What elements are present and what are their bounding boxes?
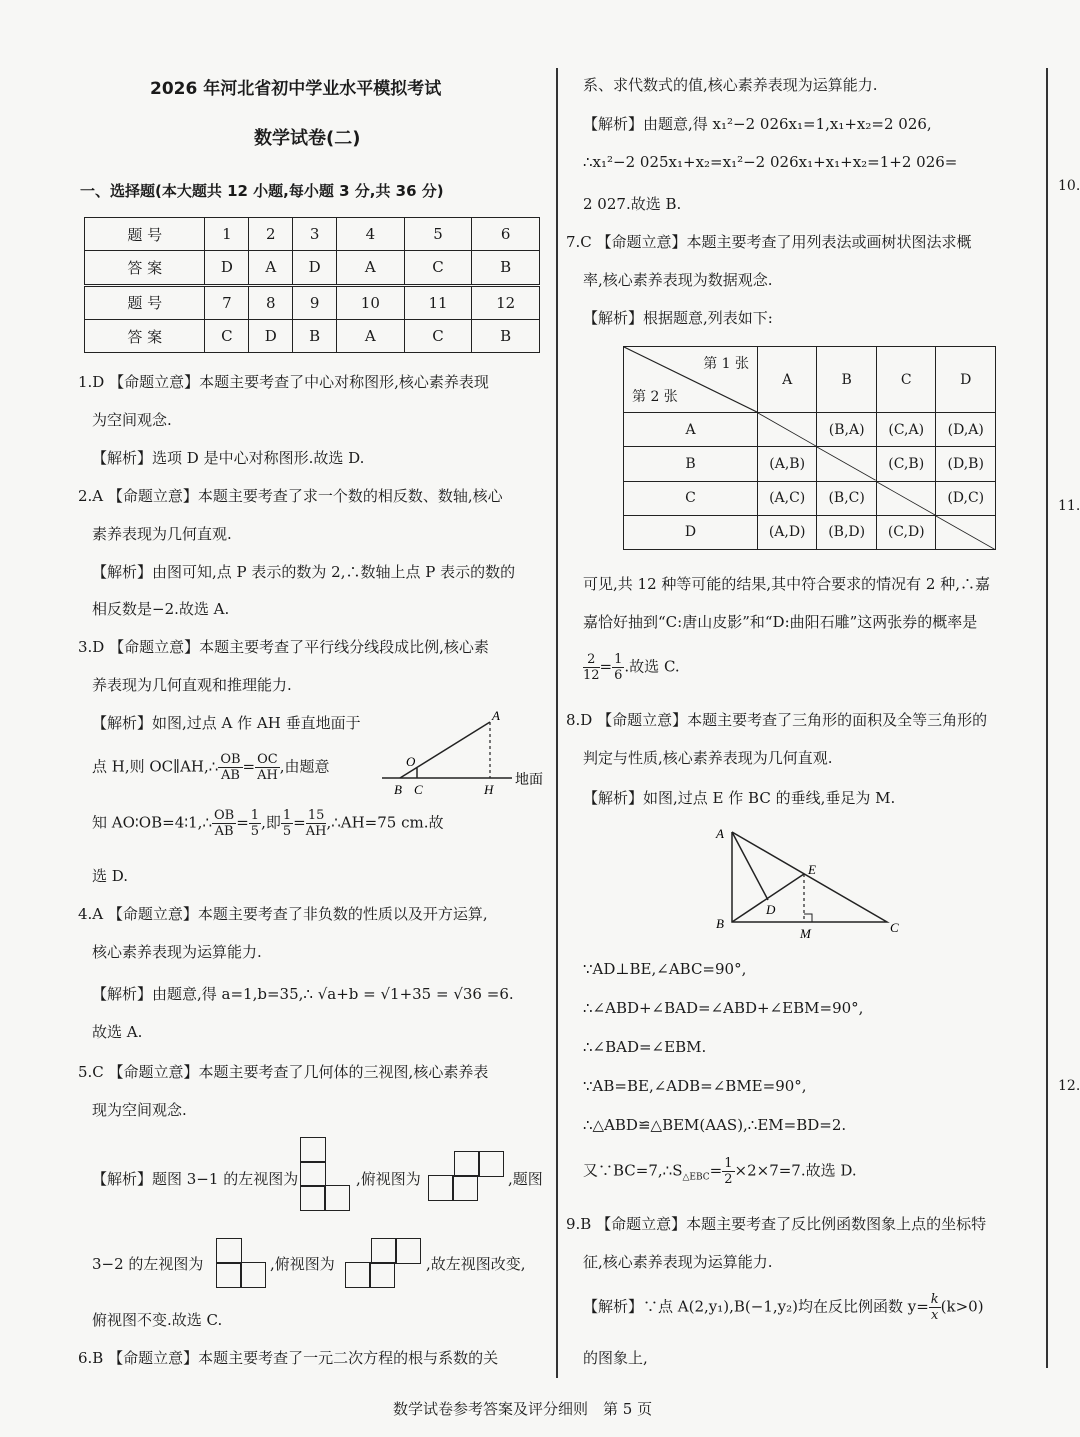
- table-cell: C: [404, 251, 472, 286]
- table-cell: 2: [249, 218, 293, 251]
- diagonal-cell: [817, 447, 877, 481]
- row-label: 题 号: [85, 218, 205, 251]
- denominator: AH: [305, 824, 327, 839]
- q9-text: 9.B 【命题立意】本题主要考查了反比例函数图象上点的坐标特: [566, 1215, 987, 1233]
- q6-text: 6.B 【命题立意】本题主要考查了一元二次方程的根与系数的关: [78, 1349, 499, 1367]
- denominator: AB: [220, 768, 240, 783]
- fraction: [255, 752, 280, 783]
- table-cell: C: [205, 320, 249, 353]
- q7-analysis: 嘉恰好抽到“C:唐山皮影”和“D:曲阳石雕”这两张券的概率是: [583, 613, 978, 631]
- q5-text: 5.C 【命题立意】本题主要考查了几何体的三视图,核心素养表: [78, 1063, 489, 1081]
- table-cell: 3: [293, 218, 337, 251]
- text: 【解析】∵点 A(2,y₁),B(−1,y₂)均在反比例函数 y=: [583, 1297, 929, 1316]
- label-B: B: [716, 916, 724, 931]
- q3-analysis-line: 知 AO∶OB=4∶1,∴ $\frac{OB}{AB}$ = $\frac{1}{5}$ ,即 $\frac{1}{5}$ = $\frac{15}{AH}$ ,∴AH=75 cm.故: [92, 808, 444, 839]
- section-heading: 一、选择题(本大题共 12 小题,每小题 3 分,共 36 分): [80, 182, 444, 200]
- q8-analysis: ∵AD⊥BE,∠ABC=90°,: [583, 960, 747, 978]
- table-cell: 8: [249, 285, 293, 320]
- column-header: B: [817, 347, 877, 413]
- probability-table: [623, 346, 996, 550]
- table-cell: (B,A): [817, 413, 877, 447]
- label-M: M: [800, 926, 811, 941]
- table-cell: A: [337, 320, 405, 353]
- label-C: C: [414, 782, 423, 797]
- table-cell: (A,B): [758, 447, 817, 481]
- q5-text: 现为空间观念.: [92, 1101, 187, 1119]
- header-corner: [624, 347, 758, 413]
- row-header: D: [624, 515, 758, 549]
- q1-analysis: 【解析】选项 D 是中心对称图形.故选 D.: [92, 449, 365, 467]
- fraction: [249, 808, 261, 839]
- label-O: O: [406, 754, 416, 769]
- label-A: A: [492, 708, 500, 723]
- q5-analysis: ,俯视图为: [270, 1255, 335, 1273]
- row-header: C: [624, 481, 758, 515]
- q2-analysis: 【解析】由图可知,点 P 表示的数为 2,∴数轴上点 P 表示的数的: [92, 563, 516, 581]
- table-cell: (B,D): [817, 515, 877, 549]
- table-row: [624, 515, 996, 549]
- table-cell: (C,D): [876, 515, 936, 549]
- numerator: 2: [583, 652, 600, 668]
- q8-analysis: ∵AB=BE,∠ADB=∠BME=90°,: [583, 1077, 807, 1095]
- q1-text: 为空间观念.: [92, 411, 172, 429]
- q6-text: 系、求代数式的值,核心素养表现为运算能力.: [583, 76, 878, 94]
- q1-text: 1.D 【命题立意】本题主要考查了中心对称图形,核心素养表现: [78, 373, 489, 391]
- left-view-3-1-icon: [300, 1137, 354, 1215]
- table-cell: 7: [205, 285, 249, 320]
- q9-analysis-line: [583, 1292, 984, 1323]
- page-title: 2026 年河北省初中学业水平模拟考试: [150, 79, 442, 99]
- diagonal-cell: [936, 515, 996, 549]
- column-header: C: [876, 347, 936, 413]
- diagonal-cell: [876, 481, 936, 515]
- answer-table: [84, 217, 540, 353]
- table-cell: (C,A): [876, 413, 936, 447]
- table-row: [624, 481, 996, 515]
- q2-analysis: 相反数是−2.故选 A.: [92, 600, 230, 618]
- q9-text: 征,核心素养表现为运算能力.: [583, 1253, 773, 1271]
- table-cell: (D,A): [936, 413, 996, 447]
- text: (k>0): [940, 1297, 984, 1316]
- q5-analysis: 3−2 的左视图为: [92, 1255, 204, 1273]
- q8-analysis: ∴∠BAD=∠EBM.: [583, 1038, 707, 1056]
- right-margin-divider: [1046, 68, 1048, 1368]
- text: 点 H,则 OC∥AH,∴: [92, 757, 219, 776]
- q9-analysis: 的图象上,: [583, 1349, 648, 1367]
- q3-analysis: 选 D.: [92, 867, 129, 885]
- q7-analysis-line: $\frac{2}{12}$ = $\frac{1}{6}$ .故选 C.: [583, 652, 680, 683]
- fraction: [306, 808, 327, 839]
- numerator: 1: [724, 1156, 733, 1171]
- q8-text: 8.D 【命题立意】本题主要考查了三角形的面积及全等三角形的: [566, 711, 988, 729]
- row-label: 答 案: [85, 320, 205, 353]
- q4-analysis: 故选 A.: [92, 1023, 143, 1041]
- q6-analysis: ∴x₁²−2 025x₁+x₂=x₁²−2 026x₁+x₁+x₂=1+2 026=: [583, 153, 958, 171]
- q3-figure: [372, 708, 552, 802]
- numerator: 1: [614, 652, 623, 667]
- row-header: A: [624, 413, 758, 447]
- q6-analysis: 【解析】由题意,得 x₁²−2 026x₁=1,x₁+x₂=2 026,: [583, 115, 932, 133]
- q2-text: 素养表现为几何直观.: [92, 525, 232, 543]
- table-row: [85, 251, 540, 286]
- label-ground: 地面: [515, 773, 543, 788]
- q6-analysis: 2 027.故选 B.: [583, 195, 682, 213]
- q5-analysis: ,题图: [508, 1170, 543, 1188]
- table-cell: 6: [472, 218, 540, 251]
- top-view-3-2-icon: [345, 1238, 425, 1290]
- table-row: [85, 320, 540, 353]
- q7-analysis: 【解析】根据题意,列表如下:: [583, 309, 773, 327]
- numerator: OC: [257, 752, 278, 767]
- q3-analysis-line: 点 H,则 OC∥AH,∴ $\frac{OB}{AB}$ = $\frac{OC}{AH}$ ,由题意: [92, 752, 330, 783]
- fraction: [212, 808, 236, 839]
- table-cell: (A,C): [758, 481, 817, 515]
- table-row: [624, 347, 996, 413]
- page-footer: 数学试卷参考答案及评分细则 第 5 页: [393, 1400, 653, 1418]
- top-view-3-1-icon: [428, 1151, 508, 1203]
- fraction: [929, 1292, 941, 1323]
- table-cell: 10: [337, 285, 405, 320]
- text: 知 AO∶OB=4∶1,∴: [92, 813, 212, 832]
- text: ,即: [261, 813, 281, 832]
- table-row: [85, 218, 540, 251]
- row-header: B: [624, 447, 758, 481]
- denominator: AH: [257, 768, 278, 783]
- margin-number: 12.: [1058, 1078, 1080, 1094]
- page-subtitle: 数学试卷(二): [254, 128, 361, 149]
- margin-number: 10.: [1058, 178, 1080, 194]
- label-E: E: [808, 862, 816, 877]
- q5-analysis: ,俯视图为: [356, 1170, 421, 1188]
- margin-number: 11.: [1058, 498, 1080, 514]
- q4-text: 4.A 【命题立意】本题主要考查了非负数的性质以及开方运算,: [78, 905, 488, 923]
- row-label: 答 案: [85, 251, 205, 286]
- q3-analysis: 【解析】如图,过点 A 作 AH 垂直地面于: [92, 714, 361, 732]
- q8-figure: [712, 822, 912, 944]
- fraction: [281, 808, 293, 839]
- q5-analysis: 俯视图不变.故选 C.: [92, 1311, 223, 1329]
- label-C: C: [890, 920, 899, 935]
- column-header: A: [758, 347, 817, 413]
- q8-analysis: ∴∠ABD+∠BAD=∠ABD+∠EBM=90°,: [583, 999, 864, 1017]
- q7-analysis: 可见,共 12 种等可能的结果,其中符合要求的情况有 2 种,∴嘉: [583, 575, 991, 593]
- table-cell: 1: [205, 218, 249, 251]
- fraction: [583, 652, 600, 683]
- numerator: OB: [214, 808, 235, 823]
- q8-analysis-line: [583, 1156, 857, 1189]
- table-row: [85, 285, 540, 320]
- q5-analysis: 【解析】题图 3−1 的左视图为: [92, 1170, 299, 1188]
- table-cell: B: [293, 320, 337, 353]
- q8-text: 判定与性质,核心素养表现为几何直观.: [583, 749, 833, 767]
- denominator: 5: [282, 824, 292, 839]
- label-D: D: [766, 902, 776, 917]
- q5-analysis: ,故左视图改变,: [426, 1255, 526, 1273]
- column-divider: [556, 68, 558, 1378]
- text: =: [709, 1161, 723, 1180]
- denominator: 2: [724, 1172, 733, 1187]
- numerator: OB: [220, 752, 241, 767]
- left-view-3-2-icon: [216, 1238, 270, 1290]
- text: ×2×7=7.故选 D.: [734, 1161, 857, 1180]
- table-cell: 9: [293, 285, 337, 320]
- table-cell: D: [249, 320, 293, 353]
- row-label: 题 号: [85, 285, 205, 320]
- text: 又∵BC=7,∴S: [583, 1161, 683, 1180]
- denominator: AB: [214, 824, 234, 839]
- table-cell: (B,C): [817, 481, 877, 515]
- q8-analysis: 【解析】如图,过点 E 作 BC 的垂线,垂足为 M.: [583, 789, 896, 807]
- q3-text: 3.D 【命题立意】本题主要考查了平行线分线段成比例,核心素: [78, 638, 489, 656]
- table-cell: (D,C): [936, 481, 996, 515]
- text: ,由题意: [279, 757, 330, 776]
- table-cell: D: [205, 251, 249, 286]
- header-left-label: 第 2 张: [632, 389, 678, 405]
- q3-text: 养表现为几何直观和推理能力.: [92, 676, 292, 694]
- table-row: [624, 413, 996, 447]
- table-cell: B: [472, 251, 540, 286]
- label-B: B: [394, 782, 402, 797]
- table-cell: (D,B): [936, 447, 996, 481]
- label-A: A: [716, 826, 724, 841]
- table-cell: 12: [472, 285, 540, 320]
- label-H: H: [484, 782, 494, 797]
- diagonal-cell: [758, 413, 817, 447]
- table-cell: A: [337, 251, 405, 286]
- q4-analysis: 【解析】由题意,得 a=1,b=35,∴ √a+b = √1+35 = √36 =6.: [92, 985, 514, 1003]
- denominator: 5: [250, 824, 260, 839]
- table-cell: 11: [404, 285, 472, 320]
- text: .故选 C.: [624, 657, 680, 676]
- table-row: [624, 447, 996, 481]
- table-cell: (C,B): [876, 447, 936, 481]
- numerator: 15: [306, 808, 327, 824]
- header-top-label: 第 1 张: [703, 356, 749, 372]
- q8-analysis: ∴△ABD≌△BEM(AAS),∴EM=BD=2.: [583, 1116, 847, 1134]
- column-header: D: [936, 347, 996, 413]
- numerator: k: [930, 1292, 939, 1307]
- text: ,∴AH=75 cm.故: [326, 813, 444, 832]
- fraction: [612, 652, 624, 683]
- subscript: △EBC: [682, 1172, 710, 1183]
- fraction: [722, 1156, 734, 1187]
- table-cell: (A,D): [758, 515, 817, 549]
- numerator: 1: [282, 808, 292, 823]
- numerator: 1: [250, 808, 260, 823]
- q7-text: 率,核心素养表现为数据观念.: [583, 271, 773, 289]
- denominator: 6: [614, 668, 623, 683]
- table-cell: A: [249, 251, 293, 286]
- table-cell: 4: [337, 218, 405, 251]
- q7-text: 7.C 【命题立意】本题主要考查了用列表法或画树状图法求概: [566, 233, 972, 251]
- table-cell: 5: [404, 218, 472, 251]
- q2-text: 2.A 【命题立意】本题主要考查了求一个数的相反数、数轴,核心: [78, 487, 503, 505]
- table-cell: D: [293, 251, 337, 286]
- denominator: 12: [583, 668, 600, 683]
- table-cell: B: [472, 320, 540, 353]
- fraction: [218, 752, 242, 783]
- denominator: x: [931, 1308, 939, 1323]
- table-cell: C: [404, 320, 472, 353]
- q4-text: 核心素养表现为运算能力.: [92, 943, 262, 961]
